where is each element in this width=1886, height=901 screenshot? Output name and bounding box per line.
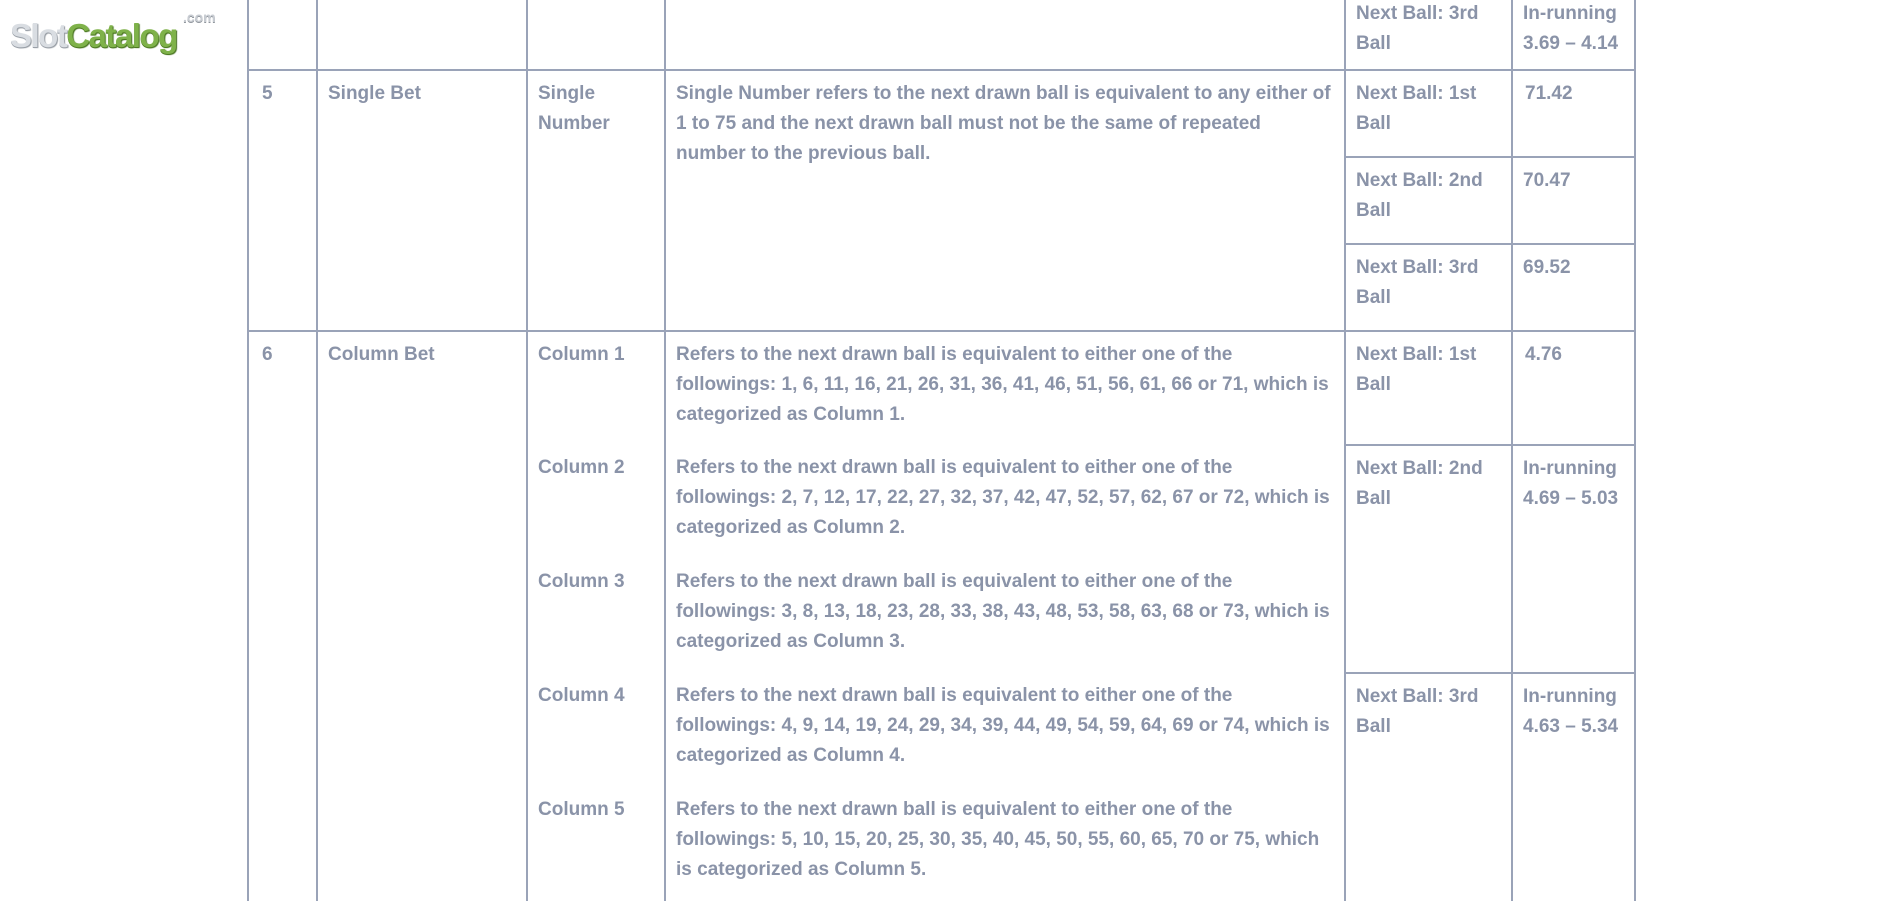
table-row [248, 331, 1635, 445]
odds-cell: 71.42 [1512, 70, 1635, 157]
slotcatalog-logo[interactable] [10, 8, 216, 58]
description-cell: Refers to the next drawn ball is equivalent to either one of the followings: 2, 7, 12, 17, 22, 27, 32, 37, 42, 47, 52, 57, 62, 67 or 72, which is categorized as Column 2. [665, 445, 1345, 559]
logo-com-text: .com [183, 9, 216, 25]
selection-cell: Column 4 [527, 673, 665, 787]
bet-type-cell: Single Bet [317, 70, 527, 331]
description-cell: Refers to the next drawn ball is equivalent to either one of the followings: 5, 10, 15, 20, 25, 30, 35, 40, 45, 50, 55, 60, 65, 70 or 75, which is categorized as Column 5. [665, 787, 1345, 901]
logo-wordmark [10, 16, 177, 56]
description-cell: Single Number refers to the next drawn ball is equivalent to any either of 1 to 75 and the next drawn ball must not be the same of repeated number to the previous ball. [665, 70, 1345, 331]
description-cell: Refers to the next drawn ball is equivalent to either one of the followings: 4, 9, 14, 19, 24, 29, 34, 39, 44, 49, 54, 59, 64, 69 or 74, which is categorized as Column 4. [665, 673, 1345, 787]
table-row [248, 70, 1635, 157]
bet-type-cell: Column Bet [317, 331, 527, 901]
no-cell: 6 [248, 331, 317, 901]
selection-cell: Single Number [527, 70, 665, 331]
logo-catalog-text: Catalog [66, 17, 177, 54]
odds-cell: In-running 4.63 – 5.34 [1512, 673, 1635, 901]
odds-cell: 70.47 [1512, 157, 1635, 244]
bet-types-table [247, 0, 1636, 901]
odds-cell: In-running 4.69 – 5.03 [1512, 445, 1635, 673]
ball-cell: Next Ball: 1st Ball [1345, 331, 1512, 445]
ball-cell: Next Ball: 1st Ball [1345, 70, 1512, 157]
selection-cell: Column 3 [527, 559, 665, 673]
table-row [248, 0, 1635, 70]
selection-cell: Column 5 [527, 787, 665, 901]
odds-cell: 4.76 [1512, 331, 1635, 445]
description-cell: Refers to the next drawn ball is equivalent to either one of the followings: 1, 6, 11, 16, 21, 26, 31, 36, 41, 46, 51, 56, 61, 66 or 71, which is categorized as Column 1. [665, 331, 1345, 445]
no-cell [248, 0, 317, 70]
bet-type-cell [317, 0, 527, 70]
description-cell: Refers to the next drawn ball is equivalent to either one of the followings: 3, 8, 13, 18, 23, 28, 33, 38, 43, 48, 53, 58, 63, 68 or 73, which is categorized as Column 3. [665, 559, 1345, 673]
logo-slot-text: Slot [10, 17, 67, 54]
description-cell [665, 0, 1345, 70]
ball-cell: Next Ball: 2nd Ball [1345, 445, 1512, 673]
odds-cell: 69.52 [1512, 244, 1635, 331]
no-cell: 5 [248, 70, 317, 331]
selection-cell [527, 0, 665, 70]
ball-cell: Next Ball: 3rd Ball [1345, 673, 1512, 901]
ball-cell: Next Ball: 2nd Ball [1345, 157, 1512, 244]
selection-cell: Column 1 [527, 331, 665, 445]
ball-cell: Next Ball: 3rd Ball [1345, 0, 1512, 70]
odds-cell: In-running 3.69 – 4.14 [1512, 0, 1635, 70]
ball-cell: Next Ball: 3rd Ball [1345, 244, 1512, 331]
selection-cell: Column 2 [527, 445, 665, 559]
